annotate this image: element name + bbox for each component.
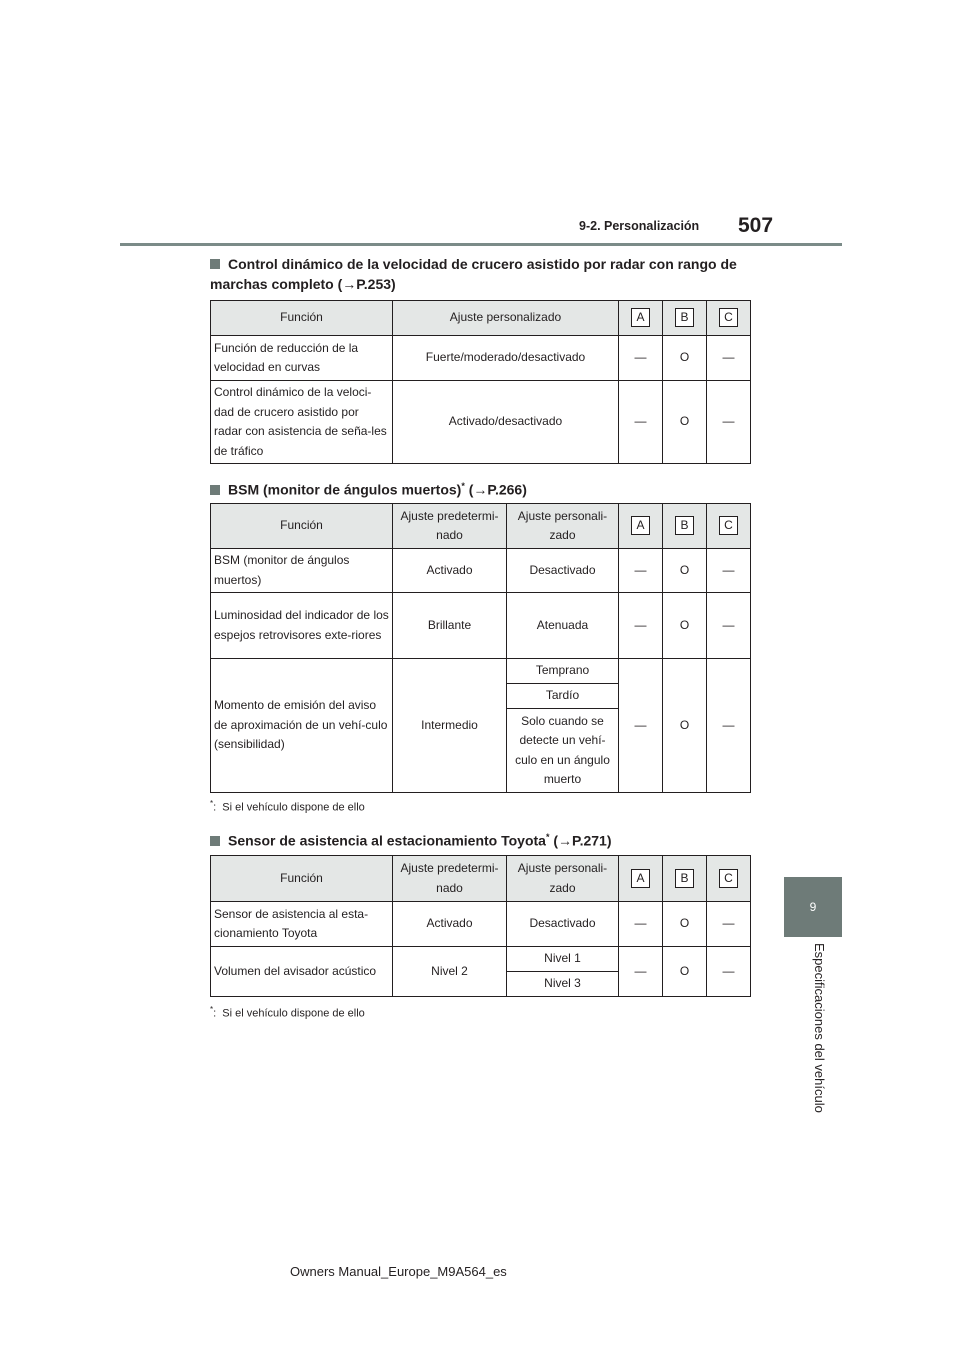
table-row xyxy=(211,659,751,684)
footnote-text: Si el vehículo dispone de ello xyxy=(222,1007,365,1020)
cell-a: — xyxy=(619,381,663,464)
page-number: 507 xyxy=(738,214,774,237)
col-letter-a: A xyxy=(631,308,650,327)
cell-a: — xyxy=(619,947,663,997)
footnote: *: Si el vehículo dispone de ello xyxy=(210,799,365,814)
table-2 xyxy=(210,503,751,793)
section-1-heading xyxy=(210,254,750,294)
cell-ajuste: Activado/desactivado xyxy=(393,381,619,464)
cell-pers: Temprano xyxy=(507,659,619,684)
section-2-title: BSM (monitor de ángulos muertos) xyxy=(228,481,462,498)
cell-a: — xyxy=(619,659,663,793)
table-row xyxy=(211,947,751,972)
col-letter-a: A xyxy=(631,869,650,888)
cell-a: — xyxy=(619,549,663,593)
cell-pers: Desactivado xyxy=(507,902,619,947)
table-row xyxy=(211,336,751,381)
col-letter-b: B xyxy=(675,308,694,327)
header-rule xyxy=(120,243,842,246)
col-letter-b: B xyxy=(675,869,694,888)
col-letter-c: C xyxy=(719,516,738,535)
cell-b: O xyxy=(663,549,707,593)
cell-pers: Tardío xyxy=(507,684,619,709)
cell-b: O xyxy=(663,947,707,997)
table-row xyxy=(211,381,751,464)
cell-b: O xyxy=(663,659,707,793)
col-letter-a: A xyxy=(631,516,650,535)
cell-pers: Solo cuando se detecte un vehí-culo en un ángulo muerto xyxy=(507,709,619,793)
cell-a: — xyxy=(619,336,663,381)
section-title: 9-2. Personalización xyxy=(579,219,700,233)
table-row xyxy=(211,593,751,659)
section-2-ref[interactable]: (→P.266) xyxy=(464,481,527,498)
table-1 xyxy=(210,300,751,464)
col-letter-b: B xyxy=(675,516,694,535)
header-predeterminado: Ajuste predetermi-nado xyxy=(393,856,507,902)
header-ajuste-personalizado: Ajuste personalizado xyxy=(393,301,619,336)
col-letter-c: C xyxy=(719,308,738,327)
cell-pers: Nivel 3 xyxy=(507,972,619,997)
cell-funcion: Sensor de asistencia al esta-cionamiento Toyota xyxy=(211,902,393,947)
col-letter-c: C xyxy=(719,869,738,888)
cell-pred: Activado xyxy=(393,549,507,593)
cell-pers: Nivel 1 xyxy=(507,947,619,972)
cell-b: O xyxy=(663,381,707,464)
cell-pred: Activado xyxy=(393,902,507,947)
cell-pred: Brillante xyxy=(393,593,507,659)
cell-funcion: Función de reducción de la velocidad en curvas xyxy=(211,336,393,381)
chapter-tab[interactable] xyxy=(784,877,842,937)
header-personalizado: Ajuste personali-zado xyxy=(507,504,619,549)
bullet-square-icon xyxy=(210,259,220,269)
cell-pred: Intermedio xyxy=(393,659,507,793)
section-1-title: Control dinámico de la velocidad de crucero asistido por radar con rango de marchas completo (→P.253) xyxy=(210,256,737,292)
cell-funcion: Control dinámico de la veloci-dad de crucero asistido por radar con asistencia de seña-les de tráfico xyxy=(211,381,393,464)
chapter-label: Especificaciones del vehículo xyxy=(812,943,827,1113)
footnote-mark: * xyxy=(545,832,550,842)
header-predeterminado: Ajuste predetermi-nado xyxy=(393,504,507,549)
header-funcion: Función xyxy=(211,301,393,336)
bullet-square-icon xyxy=(210,485,220,495)
cell-b: O xyxy=(663,336,707,381)
cell-c: — xyxy=(707,593,751,659)
header-funcion: Función xyxy=(211,504,393,549)
cell-b: O xyxy=(663,902,707,947)
cell-funcion: Momento de emisión del aviso de aproximación de un vehí-culo (sensibilidad) xyxy=(211,659,393,793)
cell-pred: Nivel 2 xyxy=(393,947,507,997)
cell-c: — xyxy=(707,947,751,997)
footnote: *: Si el vehículo dispone de ello xyxy=(210,1005,365,1020)
cell-funcion: BSM (monitor de ángulos muertos) xyxy=(211,549,393,593)
footer: Owners Manual_Europe_M9A564_es xyxy=(290,1264,507,1279)
cell-c: — xyxy=(707,659,751,793)
cell-c: — xyxy=(707,336,751,381)
bullet-square-icon xyxy=(210,836,220,846)
chapter-number: 9 xyxy=(809,900,817,914)
cell-b: O xyxy=(663,593,707,659)
cell-pers: Desactivado xyxy=(507,549,619,593)
table-3 xyxy=(210,855,751,997)
cell-a: — xyxy=(619,593,663,659)
section-2-heading xyxy=(210,476,750,500)
section-3-title: Sensor de asistencia al estacionamiento Toyota xyxy=(228,832,546,849)
footnote-mark: * xyxy=(461,481,465,491)
cell-pers: Atenuada xyxy=(507,593,619,659)
header-personalizado: Ajuste personali-zado xyxy=(507,856,619,902)
cell-a: — xyxy=(619,902,663,947)
cell-funcion: Luminosidad del indicador de los espejos retrovisores exte-riores xyxy=(211,593,393,659)
header-funcion: Función xyxy=(211,856,393,902)
section-3-heading xyxy=(210,827,750,851)
cell-funcion: Volumen del avisador acústico xyxy=(211,947,393,997)
cell-c: — xyxy=(707,381,751,464)
cell-c: — xyxy=(707,902,751,947)
table-row xyxy=(211,902,751,947)
cell-ajuste: Fuerte/moderado/desactivado xyxy=(393,336,619,381)
table-row xyxy=(211,549,751,593)
section-3-ref[interactable]: (→P.271) xyxy=(549,832,612,849)
footnote-text: Si el vehículo dispone de ello xyxy=(222,801,365,814)
cell-c: — xyxy=(707,549,751,593)
